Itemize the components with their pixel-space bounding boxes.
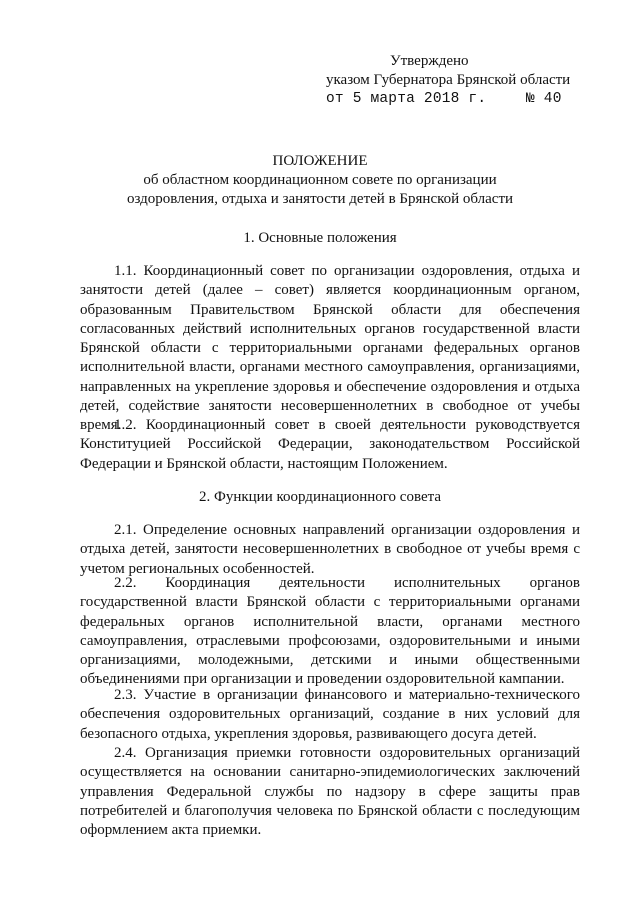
paragraph-2-3: 2.3. Участие в организации финансового и материально-технического обеспечения оздоровительных организаций, создание в них условий для безопасного отдыха, укрепления здоровья, развивающего досуга детей. xyxy=(80,687,580,742)
document-title xyxy=(80,152,560,209)
title-subtitle-line1: об областном координационном совете по организации xyxy=(143,172,497,188)
paragraph-2-1: 2.1. Определение основных направлений организации оздоровления и отдыха детей, занятости несовершеннолетних в свободное от учебы время с учетом региональных особенностей. xyxy=(80,522,580,577)
approval-date-line xyxy=(326,90,606,109)
approval-decree: указом Губернатора Брянской области xyxy=(326,72,571,88)
paragraph-1-2: 1.2. Координационный совет в своей деятельности руководствуется Конституцией Российской Федерации, законодательством Российской Федерации и Брянской области, настоящим Положением. xyxy=(80,417,580,472)
section-heading-1: 1. Основные положения xyxy=(243,230,397,246)
title-heading: ПОЛОЖЕНИЕ xyxy=(272,153,368,169)
paragraph-2-4: 2.4. Организация приемки готовности оздоровительных организаций осуществляется на основании санитарно-эпидемиологических заключений управления Федеральной службы по надзору в сфере защиты прав потребителей и благополучия человека по Брянской области с последующим оформлением акта приемки. xyxy=(80,745,580,839)
approval-label: Утверждено xyxy=(390,53,469,69)
title-subtitle-line2: оздоровления, отдыха и занятости детей в Брянской области xyxy=(126,191,514,207)
approval-number: № 40 xyxy=(526,91,562,107)
paragraph-1-1: 1.1. Координационный совет по организации оздоровления, отдыха и занятости детей (далее – совет) является координационным органом, образованным Правительством Брянской области для обеспечения согласованных действий исполнительных органов государственной власти Брянской области с территориальными органами федеральных органов исполнительной власти, органами местного самоуправления, организациями, направленных на укрепление здоровья и обеспечение оздоровления и отдыха детей, содействие занятости несовершеннолетних в свободное от учебы время. xyxy=(80,263,580,434)
approval-stamp xyxy=(326,52,606,109)
approval-date: от 5 марта 2018 г. xyxy=(326,91,487,107)
paragraph-2-2: 2.2. Координация деятельности исполнительных органов государственной власти Брянской области с территориальными органами федеральных органов исполнительной власти, органами местного самоуправления, отраслевыми профсоюзами, оздоровительными и иными организациями, молодежными, детскими и иными общественными объединениями при организации и проведении оздоровительной кампании. xyxy=(80,575,580,688)
section-heading-2: 2. Функции координационного совета xyxy=(198,489,441,505)
